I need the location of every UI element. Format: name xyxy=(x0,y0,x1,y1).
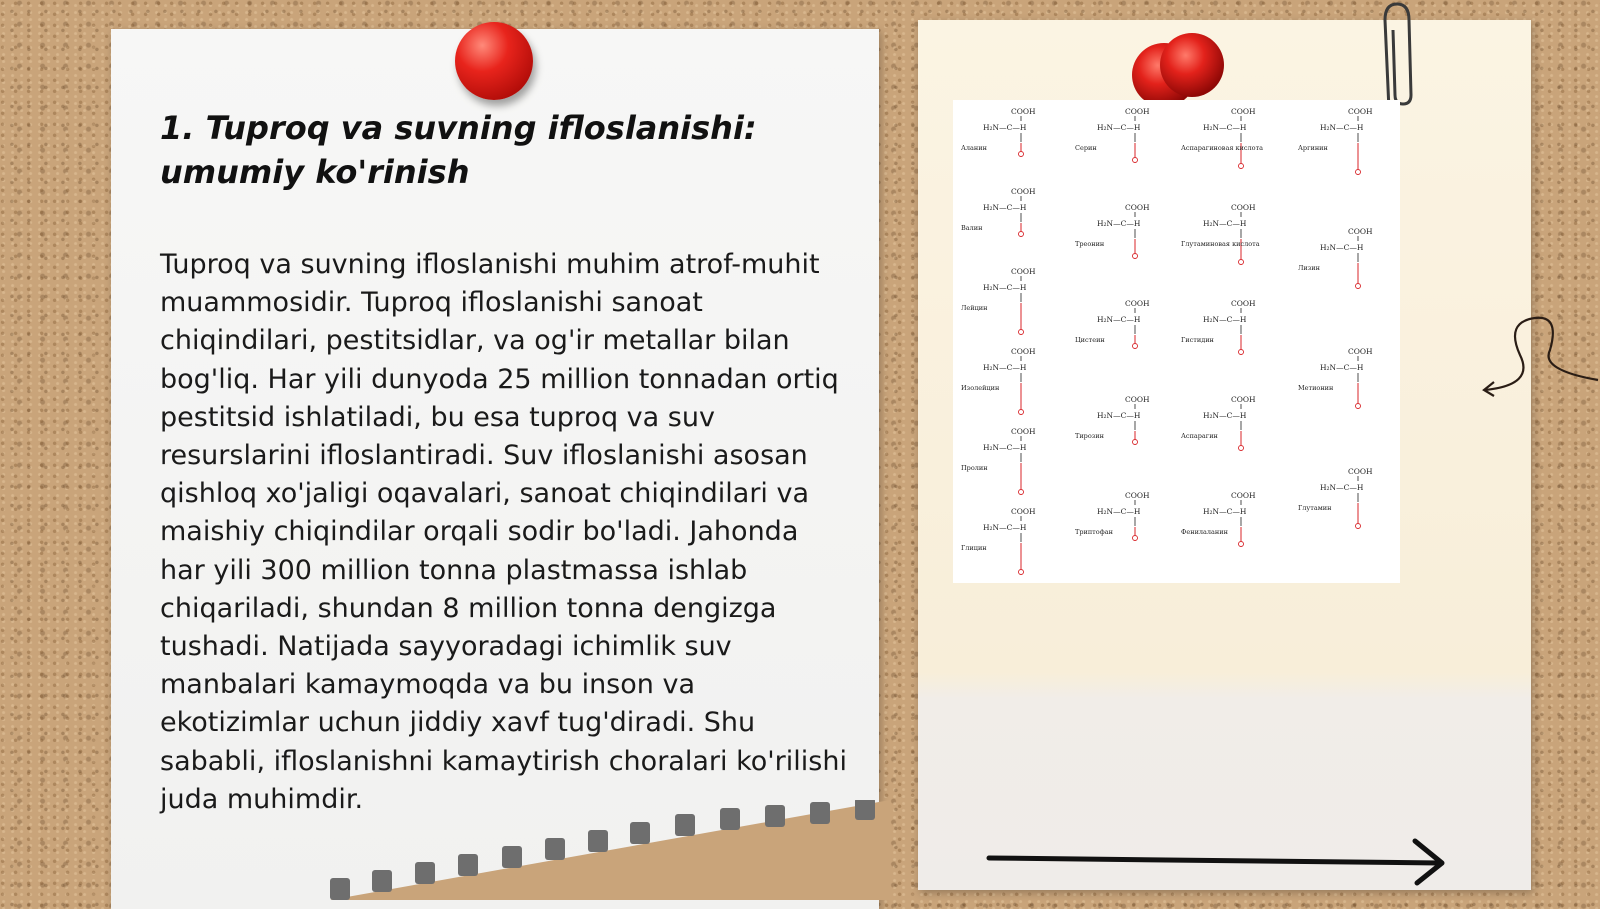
side-chain-node xyxy=(1356,284,1361,289)
cooh-label: COOH xyxy=(1348,227,1373,236)
cooh-label: COOH xyxy=(1011,267,1036,276)
side-chain-node xyxy=(1239,350,1244,355)
side-chain-node xyxy=(1133,254,1138,259)
right-arrow-icon xyxy=(985,838,1450,888)
side-chain-node xyxy=(1356,524,1361,529)
amine-label: H₂N—C—H xyxy=(1097,219,1141,228)
amino-acid-name: Метионин xyxy=(1298,384,1334,392)
amino-acid-name: Тирозин xyxy=(1075,432,1104,440)
amine-label: H₂N—C—H xyxy=(983,203,1027,212)
amino-acid-name: Аланин xyxy=(961,144,987,152)
cooh-label: COOH xyxy=(1011,507,1036,516)
amine-label: H₂N—C—H xyxy=(1203,411,1247,420)
side-chain-node xyxy=(1019,490,1024,495)
amine-label: H₂N—C—H xyxy=(1097,123,1141,132)
side-chain-node xyxy=(1239,446,1244,451)
side-chain-node xyxy=(1133,344,1138,349)
amino-acid-name: Гистидин xyxy=(1181,336,1214,344)
cooh-label: COOH xyxy=(1231,491,1256,500)
cooh-label: COOH xyxy=(1125,299,1150,308)
cooh-label: COOH xyxy=(1011,107,1036,116)
amino-acid-name: Пролин xyxy=(961,464,988,472)
side-chain-node xyxy=(1356,170,1361,175)
cooh-label: COOH xyxy=(1231,107,1256,116)
side-chain-node xyxy=(1019,152,1024,157)
amino-acid-name: Цистеин xyxy=(1075,336,1105,344)
side-chain-node xyxy=(1239,260,1244,265)
amino-acid-name: Глутамин xyxy=(1298,504,1332,512)
amine-label: H₂N—C—H xyxy=(983,363,1027,372)
cooh-label: COOH xyxy=(1125,395,1150,404)
side-chain-node xyxy=(1019,330,1024,335)
side-chain-node xyxy=(1133,158,1138,163)
amino-acids-structures-image xyxy=(953,100,1400,583)
amine-label: H₂N—C—H xyxy=(1320,363,1364,372)
cooh-label: COOH xyxy=(1125,203,1150,212)
side-chain-node xyxy=(1133,440,1138,445)
amine-label: H₂N—C—H xyxy=(1097,315,1141,324)
cooh-label: COOH xyxy=(1348,107,1373,116)
cooh-label: COOH xyxy=(1348,467,1373,476)
amino-acid-name: Валин xyxy=(961,224,983,232)
cooh-label: COOH xyxy=(1011,347,1036,356)
push-pin-icon xyxy=(455,22,533,100)
cooh-label: COOH xyxy=(1011,187,1036,196)
amino-acid-name: Глутаминовая кислота xyxy=(1181,240,1260,248)
amine-label: H₂N—C—H xyxy=(983,443,1027,452)
slide-title: 1. Tuproq va suvning ifloslanishi: umumiy ko'rinish xyxy=(160,109,757,191)
scribble-arrow-icon xyxy=(1480,310,1600,410)
cooh-label: COOH xyxy=(1231,395,1256,404)
side-chain-node xyxy=(1019,232,1024,237)
amine-label: H₂N—C—H xyxy=(1203,315,1247,324)
side-chain-node xyxy=(1019,410,1024,415)
amino-acid-name: Фенилаланин xyxy=(1181,528,1228,536)
amine-label: H₂N—C—H xyxy=(1203,219,1247,228)
amino-acid-name: Глицин xyxy=(961,544,987,552)
cooh-label: COOH xyxy=(1125,491,1150,500)
torn-paper-edge xyxy=(330,800,890,900)
side-chain-node xyxy=(1239,542,1244,547)
amine-label: H₂N—C—H xyxy=(983,283,1027,292)
amine-label: H₂N—C—H xyxy=(1320,123,1364,132)
amine-label: H₂N—C—H xyxy=(983,523,1027,532)
slide-body-text: Tuproq va suvning ifloslanishi muhim atrof-muhit muammosidir. Tuproq ifloslanishi sanoat chiqindilari, pestitsidlar, va og'ir metallar bilan bog'liq. Har yili dunyoda 25 million tonnadan ortiq pestitsid ishlatiladi, bu esa tuproq va suv resurslarini ifloslantiradi. Suv ifloslanishi asosan qishloq xo'jaligi oqavalari, sanoat chiqindilari va maishiy chiqindilar orqali sodir bo'ladi. Jahonda har yili 300 million tonna plastmassa ishlab chiqariladi, shundan 8 million tonna dengizga tushadi. Natijada sayyoradagi ichimlik suv manbalari kamaymoqda va bu inson va ekotizimlar uchun jiddiy xavf tug'diradi. Shu sababli, ifloslanishni kamaytirish choralari ko'rilishi juda muhimdir. xyxy=(160,249,847,815)
amino-acid-name: Триптофан xyxy=(1075,528,1113,536)
side-chain-node xyxy=(1356,404,1361,409)
amino-acid-name: Аспарагин xyxy=(1181,432,1218,440)
cooh-label: COOH xyxy=(1231,299,1256,308)
amine-label: H₂N—C—H xyxy=(1097,411,1141,420)
amino-acid-name: Аспарагиновая кислота xyxy=(1181,144,1264,152)
cooh-label: COOH xyxy=(1231,203,1256,212)
amine-label: H₂N—C—H xyxy=(1097,507,1141,516)
side-chain-node xyxy=(1239,164,1244,169)
amine-label: H₂N—C—H xyxy=(1320,243,1364,252)
amino-acid-name: Аргинин xyxy=(1298,144,1328,152)
side-chain-node xyxy=(1133,536,1138,541)
amino-acid-name: Изолейцин xyxy=(961,384,1000,392)
amino-acid-name: Серин xyxy=(1075,144,1097,152)
amino-acid-name: Треонин xyxy=(1075,240,1105,248)
cooh-label: COOH xyxy=(1011,427,1036,436)
push-pin-icon xyxy=(1128,33,1233,105)
amino-acid-name: Лизин xyxy=(1298,264,1320,272)
amino-acid-name: Лейцин xyxy=(961,304,988,312)
amine-label: H₂N—C—H xyxy=(1203,507,1247,516)
cooh-label: COOH xyxy=(1348,347,1373,356)
amine-label: H₂N—C—H xyxy=(983,123,1027,132)
cooh-label: COOH xyxy=(1125,107,1150,116)
amine-label: H₂N—C—H xyxy=(1203,123,1247,132)
side-chain-node xyxy=(1019,570,1024,575)
amine-label: H₂N—C—H xyxy=(1320,483,1364,492)
